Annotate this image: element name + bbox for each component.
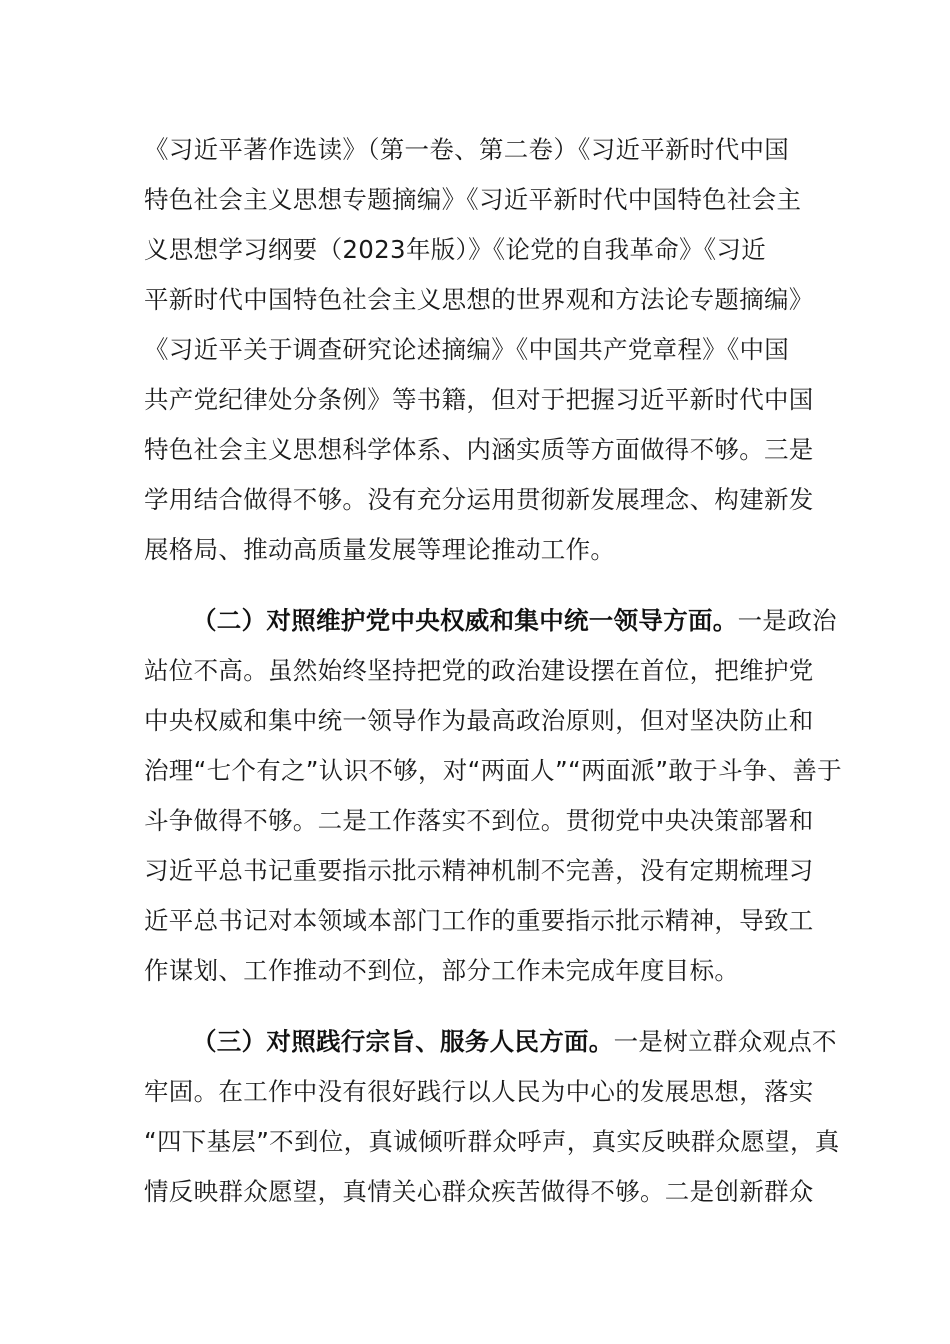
paragraph-1-line: 平新时代中国特色社会主义思想的世界观和方法论专题摘编》 [144,285,814,314]
paragraph-3-first-line-text: 一是树立群众观点不 [613,1027,837,1056]
section-heading-3: （三）对照践行宗旨、服务人民方面。 [192,1027,614,1056]
paragraph-2-line: 斗争做得不够。二是工作落实不到位。贯彻党中央决策部署和 [144,806,814,835]
paragraph-2-line: 站位不高。虽然始终坚持把党的政治建设摆在首位，把维护党 [144,656,814,685]
paragraph-1-line: 特色社会主义思想专题摘编》《习近平新时代中国特色社会主 [144,185,802,214]
paragraph-3-line: “四下基层”不到位，真诚倾听群众呼声，真实反映群众愿望，真 [144,1127,840,1156]
paragraph-3-line: 情反映群众愿望，真情关心群众疾苦做得不够。二是创新群众 [144,1177,814,1206]
paragraph-2-line: 治理“七个有之”认识不够，对“两面人”“两面派”敢于斗争、善于 [144,756,842,785]
section-heading-2: （二）对照维护党中央权威和集中统一领导方面。 [192,606,738,635]
paragraph-1-line: 展格局、推动高质量发展等理论推动工作。 [144,535,616,564]
paragraph-2-line: 近平总书记对本领域本部门工作的重要指示批示精神，导致工 [144,906,814,935]
paragraph-3-first-line [192,1022,837,1062]
paragraph-3-line: 牢固。在工作中没有很好践行以人民为中心的发展思想，落实 [144,1077,814,1106]
paragraph-1-line: 《习近平著作选读》（第一卷、第二卷）《习近平新时代中国 [144,135,790,164]
paragraph-1-line: 特色社会主义思想科学体系、内涵实质等方面做得不够。三是 [144,435,814,464]
paragraph-1-line: 学用结合做得不够。没有充分运用贯彻新发展理念、构建新发 [144,485,814,514]
paragraph-2-first-line-text: 一是政治 [737,606,837,635]
paragraph-1-line: 义思想学习纲要（2023年版）》《论党的自我革命》《习近 [144,235,766,264]
paragraph-1-line: 《习近平关于调查研究论述摘编》《中国共产党章程》《中国 [144,335,790,364]
paragraph-1-line: 共产党纪律处分条例》等书籍，但对于把握习近平新时代中国 [144,385,814,414]
paragraph-2-line: 中央权威和集中统一领导作为最高政治原则，但对坚决防止和 [144,706,814,735]
paragraph-2-line: 作谋划、工作推动不到位，部分工作未完成年度目标。 [144,956,740,985]
paragraph-2-first-line [192,601,837,641]
paragraph-2-line: 习近平总书记重要指示批示精神机制不完善，没有定期梳理习 [144,856,814,885]
